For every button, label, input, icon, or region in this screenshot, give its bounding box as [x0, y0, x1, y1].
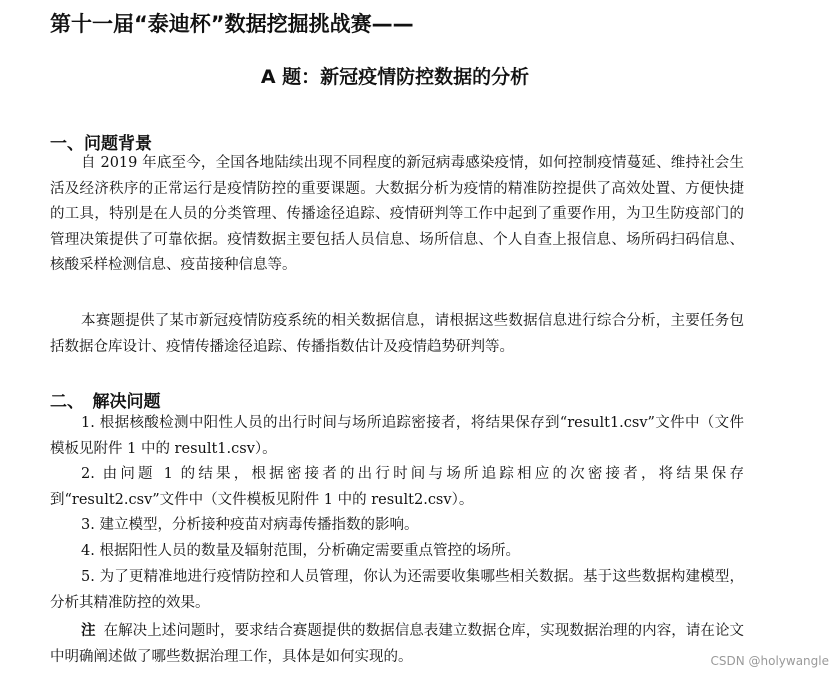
- note-label: 注: [81, 623, 96, 639]
- note-paragraph: [50, 619, 744, 670]
- background-paragraph-1: 自 2019 年底至今，全国各地陆续出现不同程度的新冠病毒感染疫情，如何控制疫情蔓延、维持社会生活及经济秩序的正常运行是疫情防控的重要课题。大数据分析为疫情的精准防控提供了高效处置、方便快捷的工具，特别是在人员的分类管理、传播途径追踪、疫情研判等工作中起到了重要作用，为卫生防疫部门的管理决策提供了可靠依据。疫情数据主要包括人员信息、场所信息、个人自查上报信息、场所码扫码信息、核酸采样检测信息、疫苗接种信息等。: [50, 155, 744, 273]
- problem-item-5: 5. 为了更精准地进行疫情防控和人员管理，你认为还需要收集哪些相关数据。基于这些数据构建模型，分析其精准防控的效果。: [50, 569, 744, 611]
- problem-item-4: 4. 根据阳性人员的数量及辐射范围，分析确定需要重点管控的场所。: [81, 543, 520, 559]
- problem-item-2: 2. 由问题 1 的结果，根据密接者的出行时间与场所追踪相应的次密接者，将结果保存到“result2.csv”文件中（文件模板见附件 1 中的 result2.csv）。: [50, 466, 744, 508]
- document-title: 第十一届“泰迪杯”数据挖掘挑战赛——: [50, 12, 414, 36]
- problem-item-3: 3. 建立模型，分析接种疫苗对病毒传播指数的影响。: [81, 517, 419, 533]
- csdn-watermark: CSDN @holywangle: [710, 654, 829, 668]
- background-paragraph-2: 本赛题提供了某市新冠疫情防疫系统的相关数据信息，请根据这些数据信息进行综合分析，主要任务包括数据仓库设计、疫情传播途径追踪、传播指数估计及疫情趋势研判等。: [50, 313, 744, 355]
- problem-item-1: 1. 根据核酸检测中阳性人员的出行时间与场所追踪密接者，将结果保存到“result1.csv”文件中（文件模板见附件 1 中的 result1.csv）。: [50, 415, 744, 457]
- section-background-title: 一、问题背景: [50, 134, 152, 154]
- problem-title: A 题：新冠疫情防控数据的分析: [260, 66, 530, 88]
- note-text: 在解决上述问题时，要求结合赛题提供的数据信息表建立数据仓库，实现数据治理的内容，请在论文中明确阐述做了哪些数据治理工作，具体是如何实现的。: [50, 623, 745, 665]
- section-problems-title: 二、 解决问题: [50, 392, 161, 412]
